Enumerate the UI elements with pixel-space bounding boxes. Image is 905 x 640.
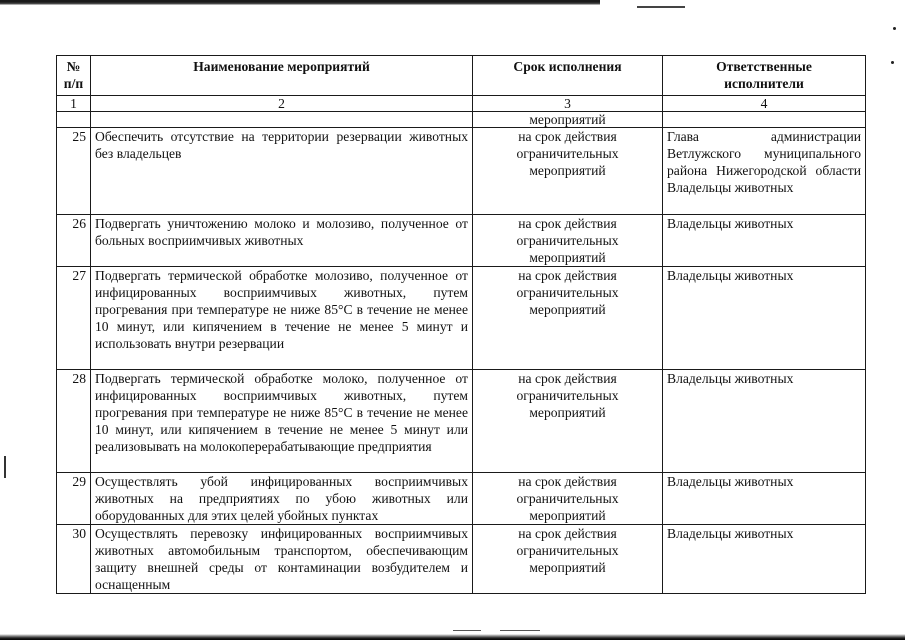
scan-edge-top bbox=[0, 0, 600, 5]
row-number: 25 bbox=[57, 128, 91, 215]
row-term: на срок действия ограничительных мероприятий bbox=[473, 370, 663, 473]
row-term: на срок действия ограничительных мероприятий bbox=[473, 128, 663, 215]
scan-speck bbox=[891, 61, 894, 64]
row-measure: Осуществлять убой инфицированных восприимчивых животных на предприятиях по убою животных или оборудованных для этих целей убойных пунктах bbox=[91, 473, 473, 525]
row-responsible: Владельцы животных bbox=[663, 215, 866, 267]
table-row bbox=[57, 128, 866, 215]
continuation-num bbox=[57, 112, 91, 128]
row-measure: Подвергать уничтожению молоко и молозиво, полученное от больных восприимчивых животных bbox=[91, 215, 473, 267]
row-number: 27 bbox=[57, 267, 91, 370]
row-term: на срок действия ограничительных мероприятий bbox=[473, 525, 663, 594]
continuation-responsible bbox=[663, 112, 866, 128]
table-row bbox=[57, 267, 866, 370]
row-responsible: Владельцы животных bbox=[663, 370, 866, 473]
row-responsible: Глава администрации Ветлужского муниципального района Нижегородской области Владельцы животных bbox=[663, 128, 866, 215]
continuation-term: мероприятий bbox=[473, 112, 663, 128]
index-cell: 1 bbox=[57, 96, 91, 112]
header-responsible: Ответственные исполнители bbox=[663, 56, 866, 96]
header-term: Срок исполнения bbox=[473, 56, 663, 96]
table-index-row bbox=[57, 96, 866, 112]
continuation-name bbox=[91, 112, 473, 128]
row-measure: Подвергать термической обработке молозиво, полученное от инфицированных восприимчивых животных, путем прогревания при температуре не ниже 85°С в течение не менее 10 минут, или кипячением в течение не менее 5 минут и использовать внутри резервации bbox=[91, 267, 473, 370]
index-cell: 2 bbox=[91, 96, 473, 112]
row-responsible: Владельцы животных bbox=[663, 473, 866, 525]
row-term: на срок действия ограничительных мероприятий bbox=[473, 473, 663, 525]
header-name: Наименование мероприятий bbox=[91, 56, 473, 96]
row-number: 30 bbox=[57, 525, 91, 594]
table-row bbox=[57, 215, 866, 267]
table-row bbox=[57, 473, 866, 525]
row-measure: Подвергать термической обработке молоко, полученное от инфицированных восприимчивых животных, путем прогревания при температуре не ниже 85°С в течение не менее 10 минут, или кипячением в течение не менее 5 минут или реализовывать на молокоперерабатывающие предприятия bbox=[91, 370, 473, 473]
row-measure: Обеспечить отсутствие на территории резервации животных без владельцев bbox=[91, 128, 473, 215]
index-cell: 4 bbox=[663, 96, 866, 112]
scan-mark bbox=[637, 6, 685, 8]
index-cell: 3 bbox=[473, 96, 663, 112]
scan-speck bbox=[893, 27, 896, 30]
measures-table bbox=[56, 55, 866, 594]
scan-mark bbox=[453, 630, 481, 631]
scan-edge-bottom bbox=[0, 634, 905, 640]
scan-mark bbox=[4, 456, 6, 478]
row-number: 26 bbox=[57, 215, 91, 267]
table-row bbox=[57, 370, 866, 473]
row-term: на срок действия ограничительных мероприятий bbox=[473, 267, 663, 370]
header-num: № п/п bbox=[57, 56, 91, 96]
table-header-row bbox=[57, 56, 866, 96]
row-responsible: Владельцы животных bbox=[663, 525, 866, 594]
row-responsible: Владельцы животных bbox=[663, 267, 866, 370]
row-number: 29 bbox=[57, 473, 91, 525]
table-row bbox=[57, 525, 866, 594]
row-number: 28 bbox=[57, 370, 91, 473]
row-measure: Осуществлять перевозку инфицированных восприимчивых животных автомобильным транспортом, обеспечивающим защиту внешней среды от контаминации возбудителем и оснащенным bbox=[91, 525, 473, 594]
scan-mark bbox=[500, 630, 540, 631]
continuation-row bbox=[57, 112, 866, 128]
row-term: на срок действия ограничительных мероприятий bbox=[473, 215, 663, 267]
